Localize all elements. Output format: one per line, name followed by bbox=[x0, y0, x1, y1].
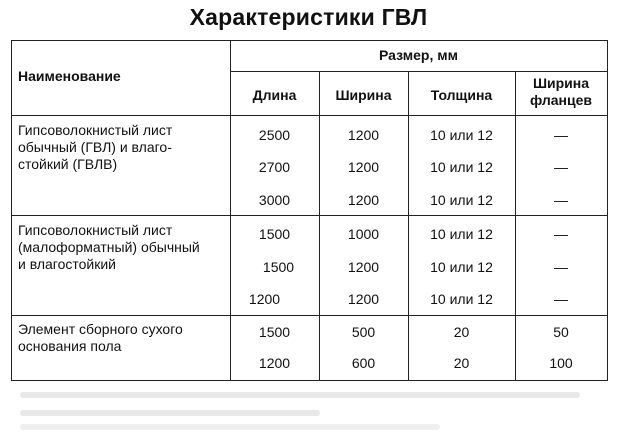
cell-flange: — bbox=[554, 127, 568, 143]
group-name bbox=[18, 122, 228, 173]
group-name bbox=[18, 321, 228, 355]
cell-length: 1200 bbox=[248, 291, 281, 307]
cell-thickness: 10 или 12 bbox=[430, 291, 493, 307]
cell-width: 500 bbox=[351, 324, 376, 340]
header-thickness: Толщина bbox=[430, 87, 493, 103]
cell-width: 1200 bbox=[347, 259, 380, 275]
cell-flange: — bbox=[554, 192, 568, 208]
cell-width: 1200 bbox=[347, 127, 380, 143]
faded-text-line bbox=[20, 424, 440, 430]
header-size-group: Размер, мм bbox=[379, 47, 458, 63]
cell-width: 1200 bbox=[347, 192, 380, 208]
cell-length: 1500 bbox=[258, 324, 291, 340]
faded-text-line bbox=[20, 410, 320, 416]
group-divider bbox=[12, 315, 607, 316]
cell-thickness: 10 или 12 bbox=[430, 159, 493, 175]
cell-length: 2700 bbox=[258, 159, 291, 175]
characteristics-table bbox=[11, 40, 608, 381]
cell-flange: 100 bbox=[549, 355, 573, 371]
faded-text-line bbox=[20, 392, 580, 398]
cell-flange: 50 bbox=[553, 324, 569, 340]
header-flange-width bbox=[515, 71, 607, 115]
cell-flange: — bbox=[554, 159, 568, 175]
cell-thickness: 10 или 12 bbox=[430, 259, 493, 275]
cell-length: 1200 bbox=[258, 355, 291, 371]
header-bottom-line bbox=[12, 115, 607, 116]
cell-thickness: 10 или 12 bbox=[430, 127, 493, 143]
header-name: Наименование bbox=[18, 68, 121, 84]
name-line: основания пола bbox=[18, 338, 122, 354]
cell-length: 2500 bbox=[258, 127, 291, 143]
header-flange-width-line1: Ширина bbox=[532, 75, 590, 91]
cell-width: 1200 bbox=[347, 291, 380, 307]
name-line: стойкий (ГВЛВ) bbox=[18, 156, 118, 172]
cell-length: 1500 bbox=[258, 226, 291, 242]
cell-length: 3000 bbox=[258, 192, 291, 208]
cell-flange: — bbox=[554, 226, 568, 242]
header-length: Длина bbox=[252, 87, 297, 103]
name-line: и влагостойкий bbox=[18, 256, 116, 272]
name-line: обычный (ГВЛ) и влаго- bbox=[18, 139, 172, 155]
cell-width: 600 bbox=[351, 355, 376, 371]
name-line: (малоформатный) обычный bbox=[18, 239, 200, 255]
name-line: Гипсоволокнистый лист bbox=[18, 222, 173, 238]
cell-width: 1000 bbox=[347, 226, 380, 242]
header-width: Ширина bbox=[335, 87, 392, 103]
group-divider bbox=[12, 215, 607, 216]
cell-thickness: 10 или 12 bbox=[430, 192, 493, 208]
cell-thickness: 10 или 12 bbox=[430, 226, 493, 242]
cell-flange: — bbox=[554, 291, 568, 307]
cell-thickness: 20 bbox=[453, 355, 470, 371]
cell-width: 1200 bbox=[347, 159, 380, 175]
group-name bbox=[18, 222, 228, 273]
cell-thickness: 20 bbox=[453, 324, 470, 340]
name-line: Гипсоволокнистый лист bbox=[18, 122, 173, 138]
name-line: Элемент сборного сухого bbox=[18, 321, 183, 337]
header-flange-width-line2: фланцев bbox=[529, 92, 593, 108]
page-title: Характеристики ГВЛ bbox=[189, 4, 428, 30]
cell-length: 1500 bbox=[262, 259, 295, 275]
cell-flange: — bbox=[554, 259, 568, 275]
